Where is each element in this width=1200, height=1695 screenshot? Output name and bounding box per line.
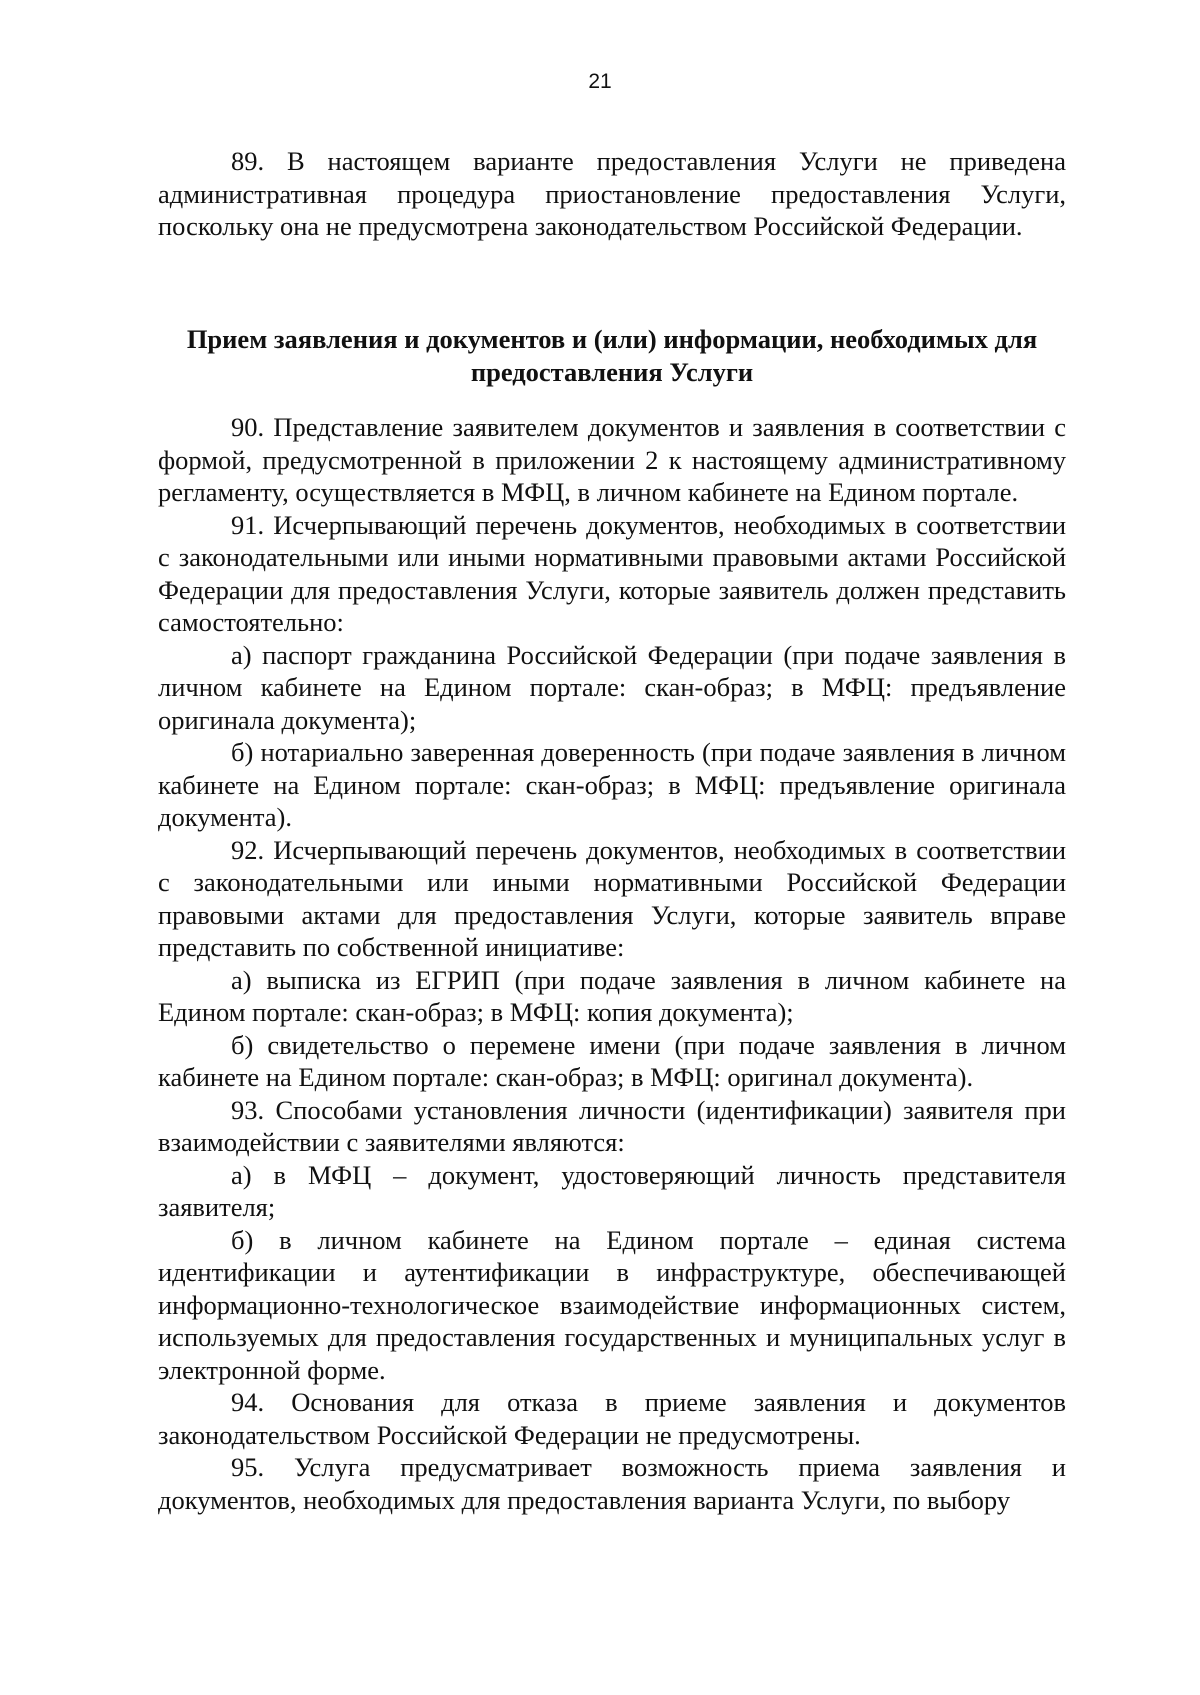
paragraph-92-a: а) выписка из ЕГРИП (при подаче заявления в личном кабинете на Едином портале: скан-образ; в МФЦ: копия документа);	[158, 964, 1066, 1027]
paragraph-93-b: б) в личном кабинете на Едином портале – единая система идентификации и аутентификации в инфраструктуре, обеспечивающей информационно-технологическое взаимодействие информационных систем, используемых для предоставления государственных и муниципальных услуг в электронной форме.	[158, 1224, 1066, 1385]
paragraph-92-b: б) свидетельство о перемене имени (при подаче заявления в личном кабинете на Едином портале: скан-образ; в МФЦ: оригинал документа).	[158, 1029, 1066, 1092]
page-number: 21	[588, 70, 612, 93]
paragraph-91-b: б) нотариально заверенная доверенность (при подаче заявления в личном кабинете на Едином портале: скан-образ; в МФЦ: предъявление оригинала документа).	[158, 737, 1066, 832]
paragraph-92: 92. Исчерпывающий перечень документов, необходимых в соответствии с законодательными или иными нормативными Российской Федерации правовыми актами для предоставления Услуги, которые заявитель вправе представить по собственной инициативе:	[158, 834, 1066, 962]
section-heading: Прием заявления и документов и (или) информации, необходимых для предоставления Услуги	[186, 324, 1038, 387]
paragraph-93-a: а) в МФЦ – документ, удостоверяющий личность представителя заявителя;	[158, 1159, 1066, 1222]
paragraph-90: 90. Представление заявителем документов и заявления в соответствии с формой, предусмотренной в приложении 2 к настоящему административному регламенту, осуществляется в МФЦ, в личном кабинете на Едином портале.	[158, 412, 1066, 507]
paragraph-91: 91. Исчерпывающий перечень документов, необходимых в соответствии с законодательными или иными нормативными правовыми актами Российской Федерации для предоставления Услуги, которые заявитель должен представить самостоятельно:	[158, 509, 1066, 637]
intro-section	[158, 145, 1066, 243]
paragraph-89: 89. В настоящем варианте предоставления Услуги не приведена административная процедура приостановление предоставления Услуги, поскольку она не предусмотрена законодательством Российской Федерации.	[158, 146, 1066, 241]
paragraph-91-a: а) паспорт гражданина Российской Федерации (при подаче заявления в личном кабинете на Едином портале: скан-образ; в МФЦ: предъявление оригинала документа);	[158, 639, 1066, 735]
paragraph-93: 93. Способами установления личности (идентификации) заявителя при взаимодействии с заявителями являются:	[158, 1094, 1066, 1157]
main-section	[158, 411, 1066, 1516]
paragraph-95: 95. Услуга предусматривает возможность приема заявления и документов, необходимых для предоставления варианта Услуги, по выбору	[158, 1452, 1066, 1515]
paragraph-94: 94. Основания для отказа в приеме заявления и документов законодательством Российской Федерации не предусмотрены.	[158, 1387, 1066, 1450]
